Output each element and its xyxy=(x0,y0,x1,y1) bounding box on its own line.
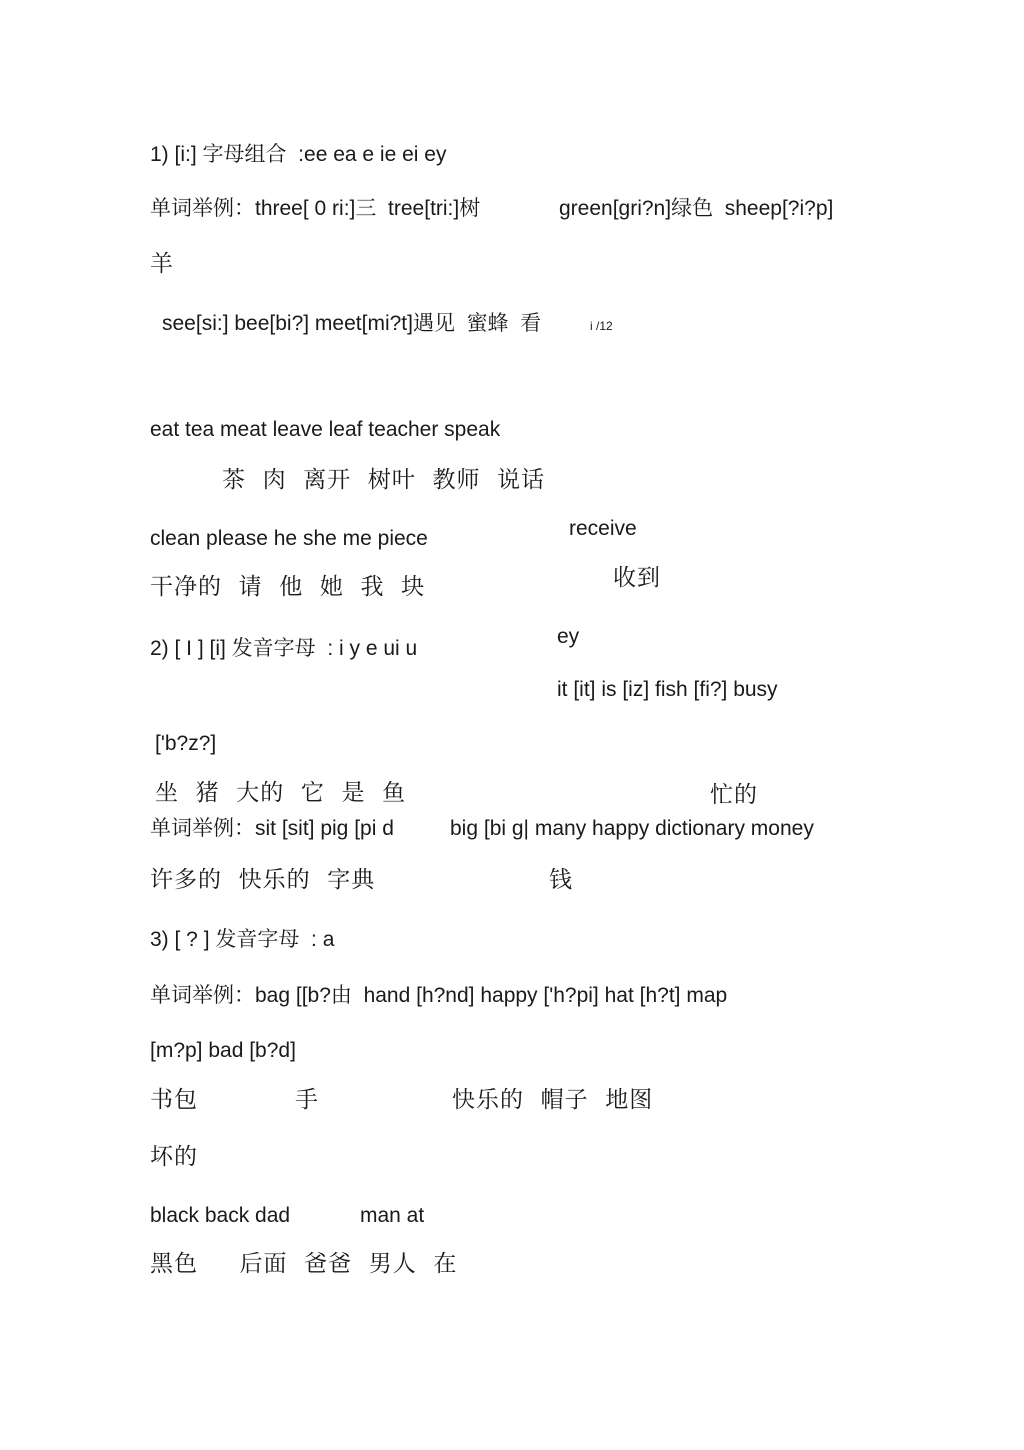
translations-happy-hat-map: 快乐的 帽子 地图 xyxy=(452,1087,654,1113)
word-list-e: clean please he she me piece xyxy=(150,527,428,550)
translation-hand: 手 xyxy=(295,1087,319,1113)
word-receive-translation: 收到 xyxy=(613,565,661,591)
examples-line-1: 单词举例：three[ 0 ri:]三 tree[tri:]树 xyxy=(150,197,481,220)
examples-section-2-right: it [it] is [iz] fish [fi?] busy xyxy=(557,678,778,701)
page-number: i /12 xyxy=(590,319,613,333)
examples-line-1-right: green[gri?n]绿色 sheep[?i?p] xyxy=(559,197,834,220)
word-receive: receive xyxy=(569,517,637,540)
section-2-heading: 2) [ I ] [i] 发音字母 : i y e ui u xyxy=(150,637,418,660)
section-2-translations-1: 坐 猪 大的 它 是 鱼 xyxy=(155,780,407,806)
examples-section-3: 单词举例：bag [[b?由 hand [h?nd] happy ['h?pi] hat [h?t] map xyxy=(150,984,728,1007)
translation-bad: 坏的 xyxy=(150,1144,198,1170)
section-1-heading: 1) [i:] 字母组合 :ee ea e ie ei ey xyxy=(150,143,447,166)
section-2-translations-2: 许多的 快乐的 字典 xyxy=(150,867,376,893)
section-3-heading: 3) [ ? ] 发音字母 : a xyxy=(150,928,335,951)
examples-section-2-cont: big [bi g| many happy dictionary money xyxy=(450,817,814,840)
translation-bag: 书包 xyxy=(150,1087,198,1113)
translation-sheep: 羊 xyxy=(150,251,174,277)
translation-money: 钱 xyxy=(549,867,573,893)
busy-phonetic: ['b?z?] xyxy=(155,732,217,755)
examples-section-2: 单词举例：sit [sit] pig [pi d xyxy=(150,817,394,840)
word-list-a-2: man at xyxy=(360,1204,425,1227)
word-list-a-translation: 黑色 后面 爸爸 男人 在 xyxy=(150,1251,458,1277)
examples-section-3-cont: [m?p] bad [b?d] xyxy=(150,1039,296,1062)
word-list-ea: eat tea meat leave leaf teacher speak xyxy=(150,418,501,441)
translation-busy: 忙的 xyxy=(710,782,758,808)
word-list-ea-translation: 茶 肉 离开 树叶 教师 说话 xyxy=(222,467,546,493)
letter-ey: ey xyxy=(557,625,580,648)
word-list-a-1: black back dad xyxy=(150,1204,291,1227)
word-list-e-translation: 干净的 请 他 她 我 块 xyxy=(150,574,426,600)
examples-line-2: see[si:] bee[bi?] meet[mi?t]遇见 蜜蜂 看 xyxy=(162,312,542,335)
